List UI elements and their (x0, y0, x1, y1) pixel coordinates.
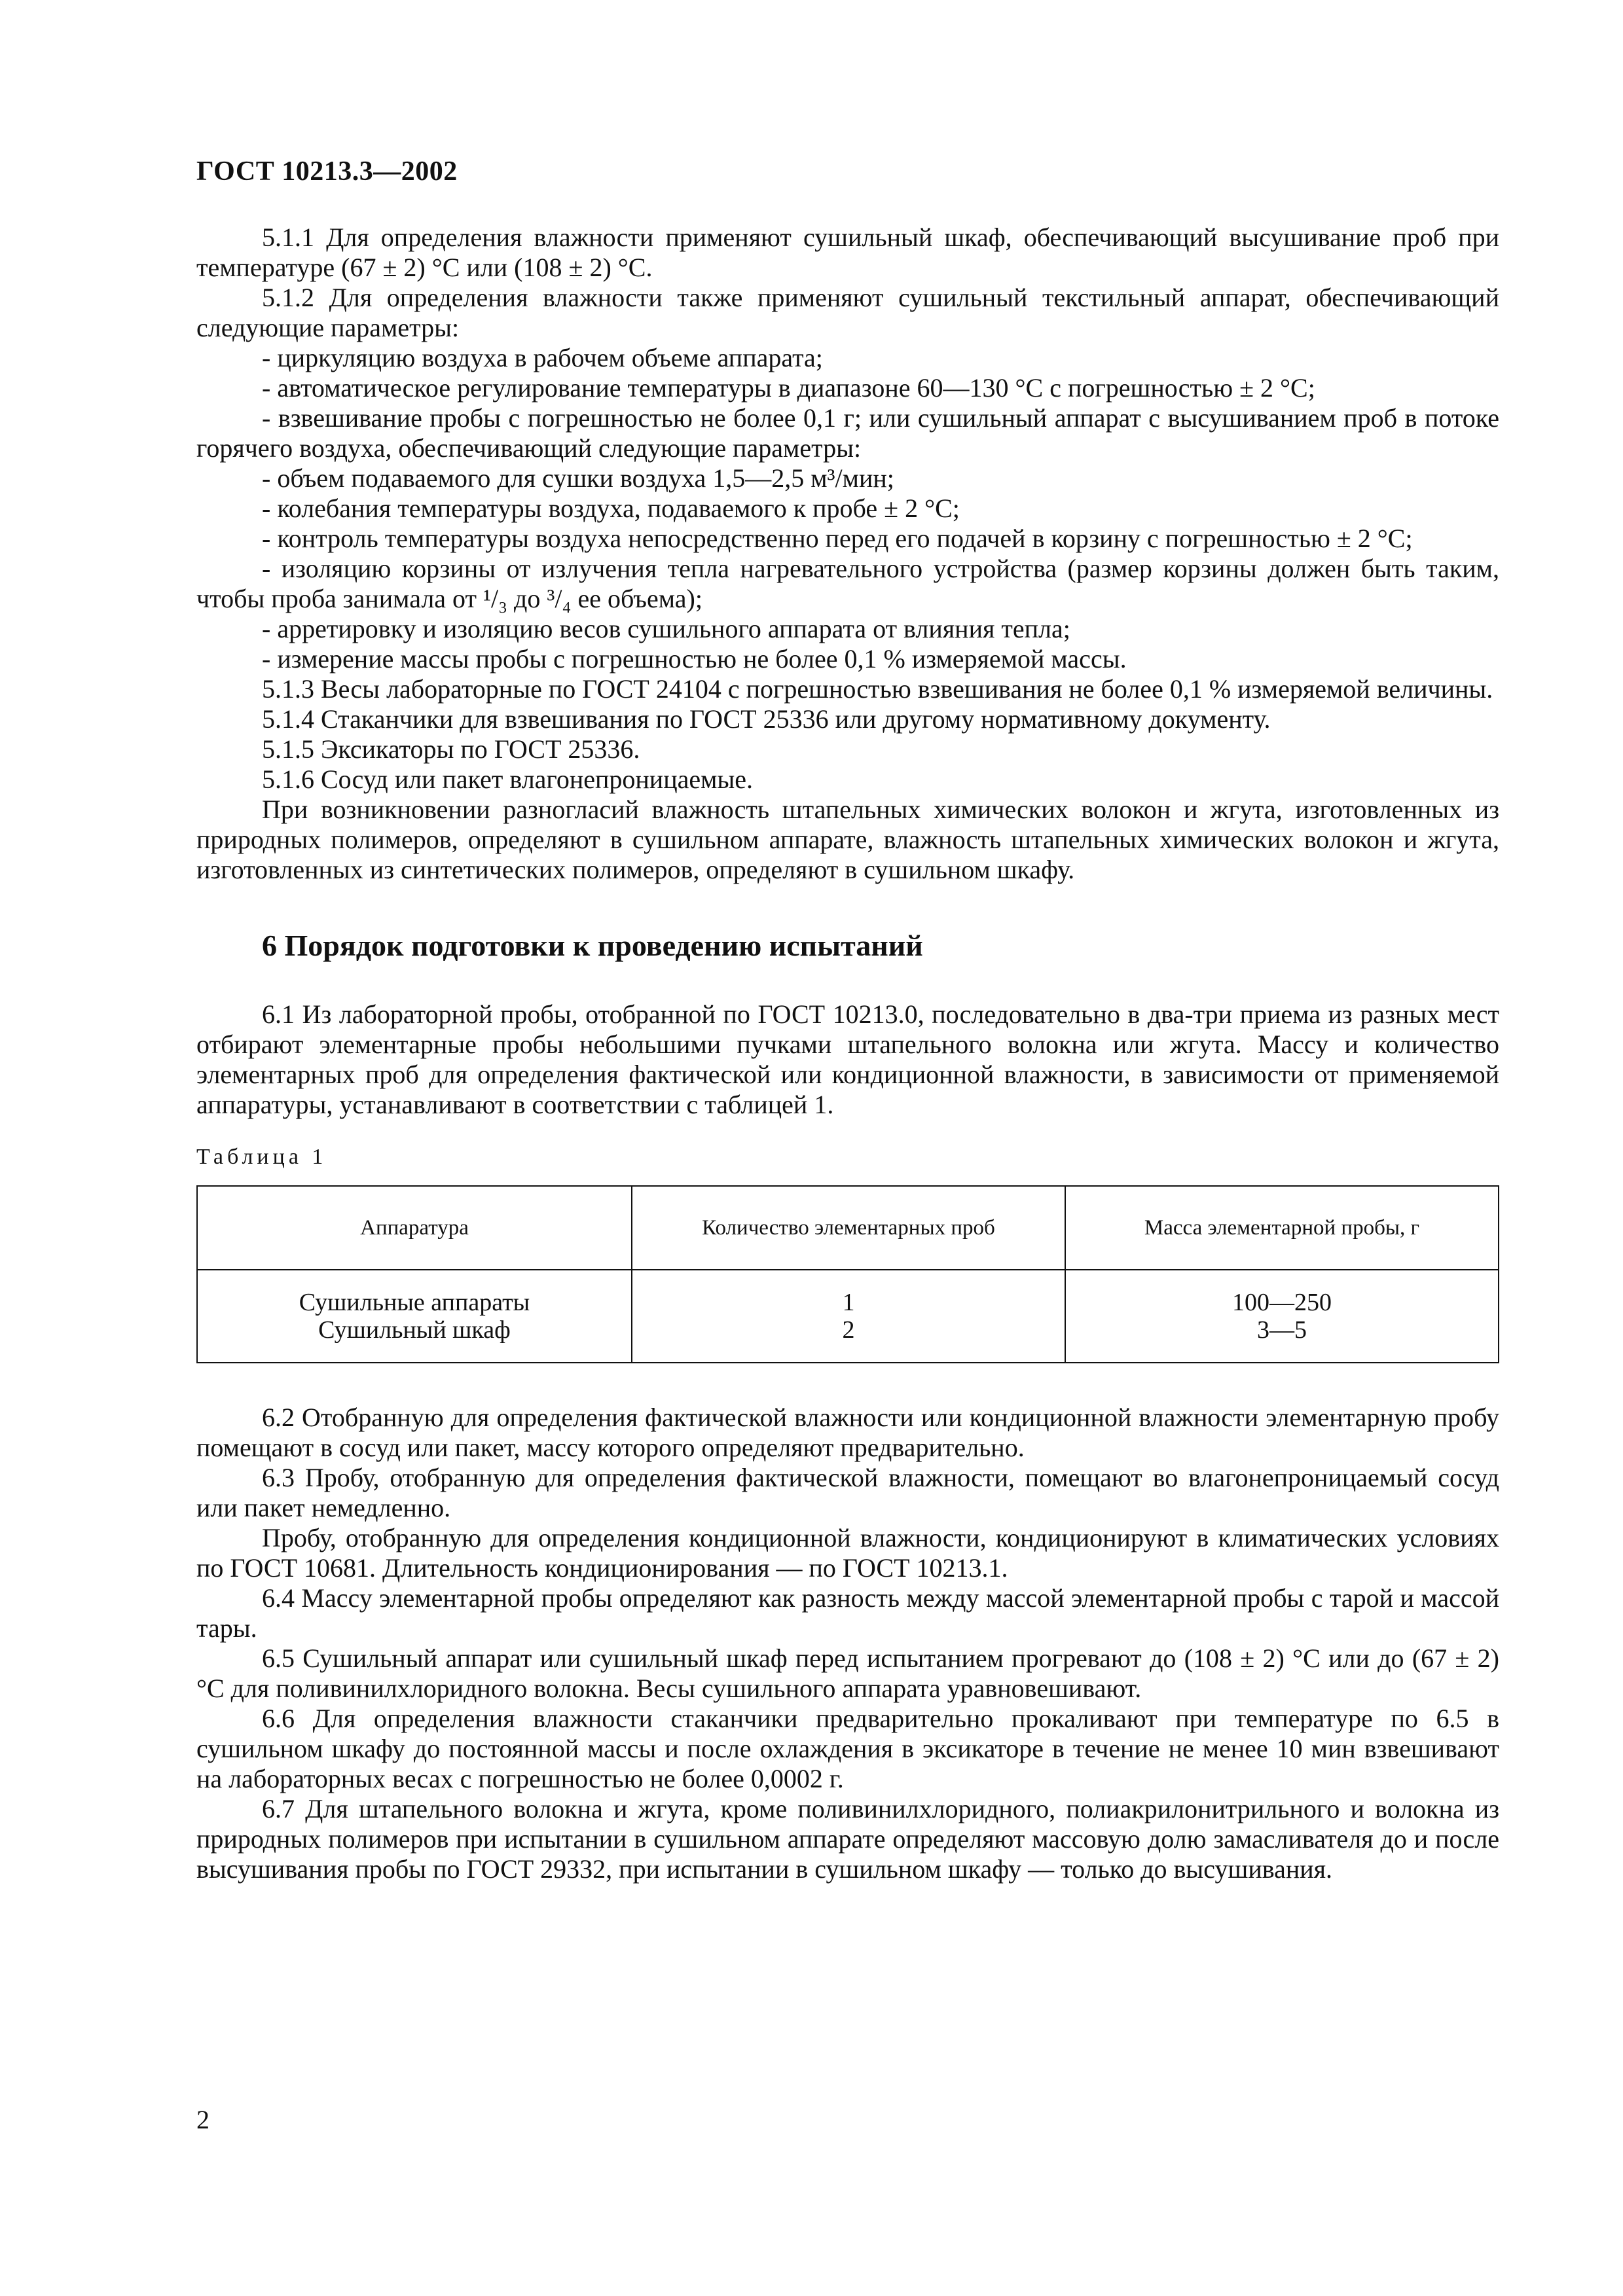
paragraph-6-2: 6.2 Отобранную для определения фактической влажности или кондиционной влажности элементарную пробу помещают в сосуд или пакет, массу которого определяют предварительно. (196, 1403, 1499, 1462)
paragraph-disagreement: При возникновении разногласий влажность штапельных химических волокон и жгута, изготовленных из природных полимеров, определяют в сушильном аппарате, влажность штапельных химических волокон и жгута, изготовленных из синтетических полимеров, определяют в сушильном шкафу. (196, 795, 1499, 884)
column-header-sample-count: Количество элементарных проб (632, 1186, 1065, 1270)
table-caption: Таблица 1 (196, 1145, 327, 1169)
paragraph-5-1-2: 5.1.2 Для определения влажности также применяют сушильный текстильный аппарат, обеспечивающий следующие параметры: (196, 283, 1499, 342)
list-item: - арретировку и изоляцию весов сушильного аппарата от влияния тепла; (262, 614, 1070, 643)
cell-value: Сушильные аппараты (299, 1289, 530, 1316)
list-item: - изоляцию корзины от излучения тепла нагревательного устройства (размер корзины должен быть таким, чтобы проба занимала от ¹/₃ до ³/₄ ее объема); (196, 554, 1499, 613)
section-6-title: 6 Порядок подготовки к проведению испытаний (262, 929, 923, 962)
paragraph-5-1-1: 5.1.1 Для определения влажности применяют сушильный шкаф, обеспечивающий высушивание проб при температуре (67 ± 2) °С или (108 ± 2) °С. (196, 223, 1499, 282)
paragraph-6-3: 6.3 Пробу, отобранную для определения фактической влажности, помещают во влагонепроницаемый сосуд или пакет немедленно. (196, 1463, 1499, 1522)
list-item: - контроль температуры воздуха непосредственно перед его подачей в корзину с погрешностью ± 2 °С; (262, 524, 1413, 553)
paragraph-5-1-5: 5.1.5 Эксикаторы по ГОСТ 25336. (262, 734, 640, 764)
cell-value: 2 (842, 1316, 855, 1344)
paragraph-6-4: 6.4 Массу элементарной пробы определяют как разность между массой элементарной пробы с тарой и массой тары. (196, 1583, 1499, 1643)
paragraph-6-1: 6.1 Из лабораторной пробы, отобранной по ГОСТ 10213.0, последовательно в два-три приема из разных мест отбирают элементарные пробы небольшими пучками штапельного волокна или жгута. Массу и количество элементарных проб для определения фактической или кондиционной влажности, в зависимости от применяемой аппаратуры, устанавливают в соответствии с таблицей 1. (196, 999, 1499, 1119)
cell-value: 1 (842, 1289, 855, 1316)
list-item: - циркуляцию воздуха в рабочем объеме аппарата; (262, 343, 823, 372)
standard-header: ГОСТ 10213.3—2002 (196, 156, 458, 187)
list-item: - взвешивание пробы с погрешностью не более 0,1 г; или сушильный аппарат с высушиванием проб в потоке горячего воздуха, обеспечивающий следующие параметры: (196, 403, 1499, 463)
paragraph-6-6: 6.6 Для определения влажности стаканчики предварительно прокаливают при температуре по 6.5 в сушильном шкафу до постоянной массы и после охлаждения в эксикаторе в течение не менее 10 мин взвешивают на лабораторных весах с погрешностью не более 0,0002 г. (196, 1704, 1499, 1793)
list-item: - колебания температуры воздуха, подаваемого к пробе ± 2 °С; (262, 493, 960, 523)
list-item: - объем подаваемого для сушки воздуха 1,5—2,5 м³/мин; (262, 463, 894, 493)
page-number: 2 (196, 2105, 210, 2134)
cell-value: 100—250 (1231, 1289, 1332, 1316)
list-item: - автоматическое регулирование температуры в диапазоне 60—130 °С с погрешностью ± 2 °С; (262, 373, 1315, 403)
paragraph-6-5: 6.5 Сушильный аппарат или сушильный шкаф перед испытанием прогревают до (108 ± 2) °С или до (67 ± 2) °С для поливинилхлоридного волокна. Весы сушильного аппарата уравновешивают. (196, 1643, 1499, 1703)
paragraph-5-1-4: 5.1.4 Стаканчики для взвешивания по ГОСТ 25336 или другому нормативному документу. (262, 704, 1271, 734)
document-body (196, 223, 1499, 1884)
paragraph-5-1-3: 5.1.3 Весы лабораторные по ГОСТ 24104 с погрешностью взвешивания не более 0,1 % измеряемой величины. (262, 674, 1493, 704)
paragraph-6-7: 6.7 Для штапельного волокна и жгута, кроме поливинилхлоридного, полиакрилонитрильного и волокна из природных полимеров при испытании в сушильном аппарате определяют массовую долю замасливателя до и после высушивания пробы по ГОСТ 29332, при испытании в сушильном шкафу — только до высушивания. (196, 1794, 1499, 1884)
cell-value: Сушильный шкаф (318, 1316, 511, 1344)
table-cell-apparatus (197, 1270, 632, 1363)
table-1 (196, 1185, 1499, 1363)
table-row (197, 1270, 1499, 1363)
table-cell-mass (1065, 1270, 1499, 1363)
list-item: - измерение массы пробы с погрешностью не более 0,1 % измеряемой массы. (262, 644, 1127, 673)
table-cell-count (632, 1270, 1065, 1363)
paragraph-6-3-b: Пробу, отобранную для определения кондиционной влажности, кондиционируют в климатических условиях по ГОСТ 10681. Длительность кондиционирования — по ГОСТ 10213.1. (196, 1523, 1499, 1583)
paragraph-5-1-6: 5.1.6 Сосуд или пакет влагонепроницаемые. (262, 764, 754, 794)
column-header-sample-mass: Масса элементарной пробы, г (1065, 1186, 1499, 1270)
cell-value: 3—5 (1256, 1316, 1307, 1344)
column-header-apparatus: Аппаратура (197, 1186, 632, 1270)
table-header-row (197, 1186, 1499, 1270)
